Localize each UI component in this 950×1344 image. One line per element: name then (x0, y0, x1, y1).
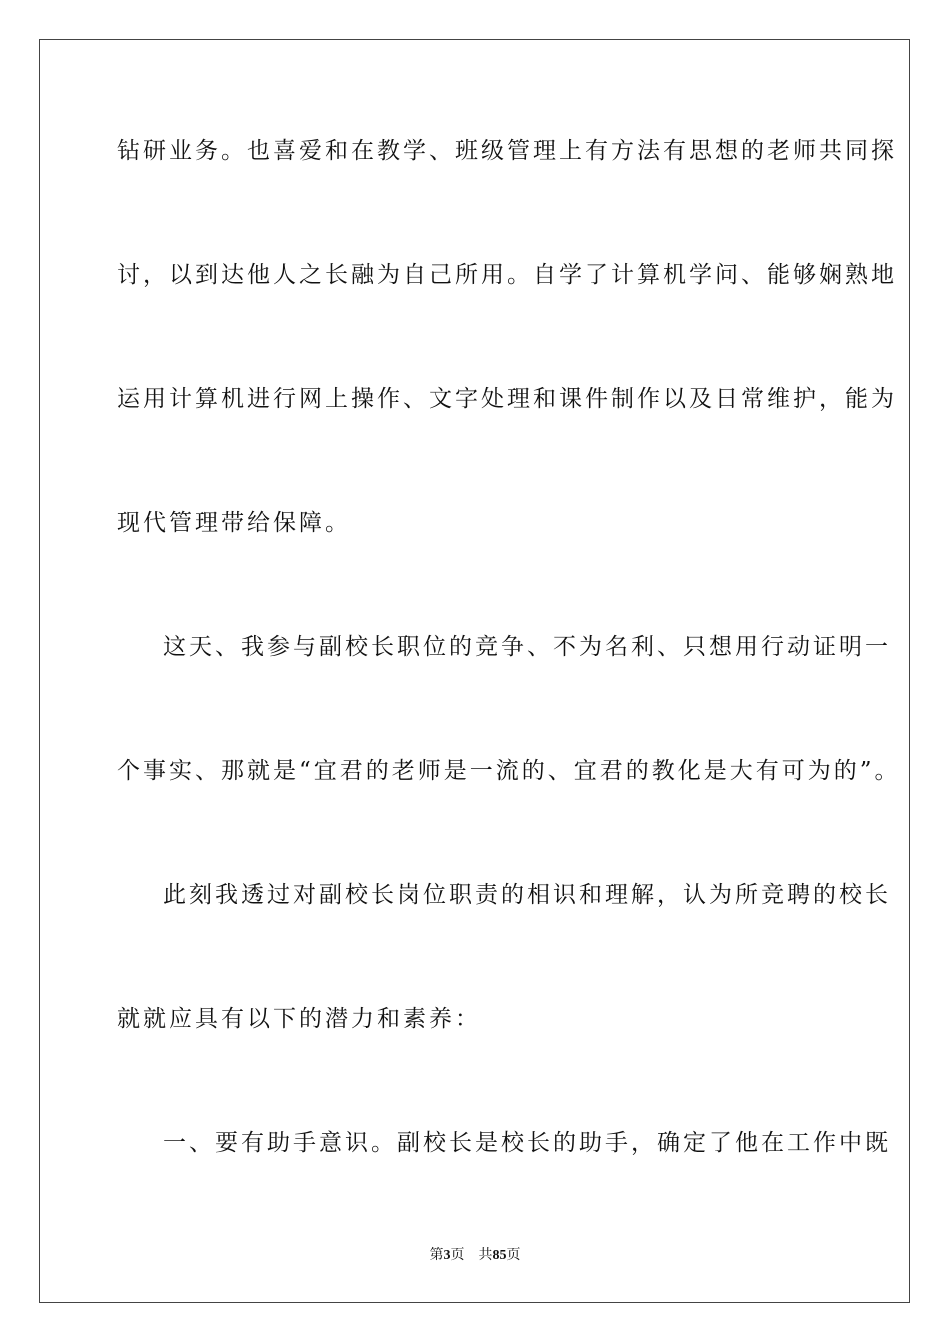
page-suffix: 页 (450, 1248, 465, 1263)
total-prefix: 共 (478, 1248, 493, 1263)
text-line-1: 钻研业务。也喜爱和在教学、班级管理上有方法有思想的老师共同探 (117, 138, 897, 164)
text-line-2: 讨，以到达他人之长融为自己所用。自学了计算机学问、能够娴熟地 (117, 262, 897, 288)
paragraph-2-line-1: 这天、我参与副校长职位的竞争、不为名利、只想用行动证明一 (163, 634, 891, 660)
text-line-3: 运用计算机进行网上操作、文字处理和课件制作以及日常维护，能为 (117, 386, 897, 412)
paragraph-4-line-1: 一、要有助手意识。副校长是校长的助手，确定了他在工作中既 (163, 1130, 891, 1156)
page-border (39, 39, 910, 1303)
paragraph-3-line-1: 此刻我透过对副校长岗位职责的相识和理解，认为所竞聘的校长 (163, 882, 891, 908)
text-line-4: 现代管理带给保障。 (117, 510, 351, 536)
total-suffix: 页 (506, 1248, 521, 1263)
paragraph-3-line-2: 就就应具有以下的潜力和素养： (117, 1006, 481, 1032)
paragraph-2-line-2: 个事实、那就是“宜君的老师是一流的、宜君的教化是大有可为的”。 (117, 758, 901, 784)
page-prefix: 第 (429, 1248, 444, 1263)
total-pages: 85 (492, 1248, 507, 1263)
page-footer (0, 1247, 950, 1265)
page-number: 3 (443, 1248, 451, 1263)
